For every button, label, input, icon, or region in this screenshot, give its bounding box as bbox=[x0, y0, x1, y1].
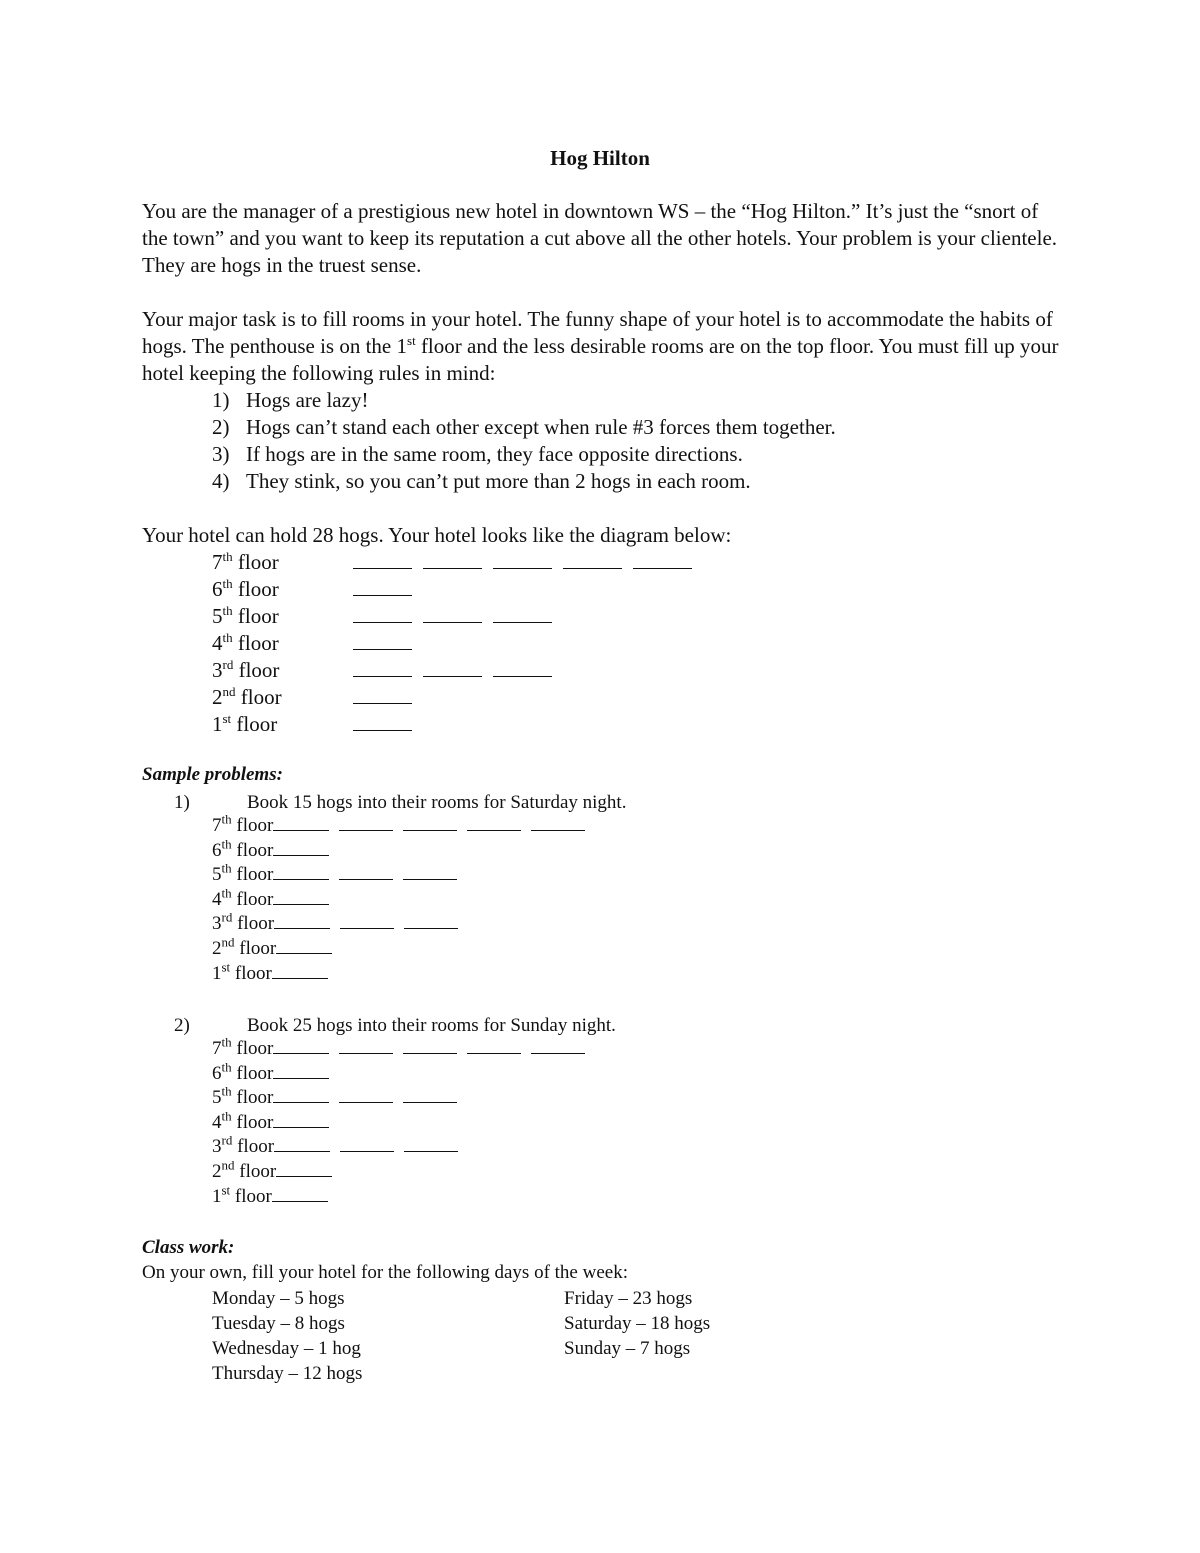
day-row bbox=[212, 1286, 710, 1311]
floor-row bbox=[212, 630, 703, 657]
floor-row bbox=[212, 711, 703, 738]
floor-label: 7th floor bbox=[212, 811, 274, 836]
class-work-text: On your own, fill your hotel for the following days of the week: bbox=[142, 1262, 628, 1283]
rule-item bbox=[212, 414, 836, 441]
floor-label: 5th floor bbox=[212, 603, 279, 628]
rule-number: 4) bbox=[212, 469, 230, 493]
room-blank[interactable] bbox=[353, 577, 412, 596]
day-item: Wednesday – 1 hog bbox=[212, 1338, 361, 1359]
rule-number: 1) bbox=[212, 388, 230, 412]
floor-label: 3rd floor bbox=[212, 1133, 275, 1158]
floor-label: 5th floor bbox=[212, 860, 274, 886]
room-blank[interactable] bbox=[273, 863, 329, 880]
capacity-text: Your hotel can hold 28 hogs. Your hotel looks like the diagram below: bbox=[142, 523, 732, 547]
room-slots bbox=[353, 604, 563, 623]
room-blank[interactable] bbox=[273, 888, 329, 905]
room-blank[interactable] bbox=[272, 962, 328, 979]
floor-row bbox=[212, 860, 595, 888]
floor-row bbox=[212, 1135, 595, 1160]
room-slots bbox=[353, 550, 703, 569]
day-row bbox=[212, 1361, 710, 1386]
room-blank[interactable] bbox=[493, 658, 552, 677]
room-blank[interactable] bbox=[274, 912, 330, 929]
room-slots bbox=[274, 1135, 468, 1152]
room-blank[interactable] bbox=[423, 604, 482, 623]
room-slots bbox=[273, 814, 595, 831]
room-blank[interactable] bbox=[403, 863, 457, 880]
rule-text: Hogs are lazy! bbox=[246, 388, 369, 412]
room-blank[interactable] bbox=[273, 1086, 329, 1103]
rule-item bbox=[212, 468, 836, 495]
room-slots bbox=[273, 1037, 595, 1054]
problem-text: Book 25 hogs into their rooms for Sunday night. bbox=[247, 1015, 616, 1036]
room-blank[interactable] bbox=[403, 814, 457, 831]
room-blank[interactable] bbox=[423, 658, 482, 677]
sample-problems-heading: Sample problems: bbox=[142, 764, 283, 785]
floor-row bbox=[212, 1157, 595, 1185]
task-paragraph bbox=[142, 306, 1062, 387]
room-blank[interactable] bbox=[404, 912, 458, 929]
task-text-part1: Your major task is to fill rooms in your hotel. The funny shape of your hotel is to accommodate the habits of hogs. The penthouse is on the 1 bbox=[142, 307, 1053, 358]
room-slots bbox=[276, 937, 342, 954]
room-slots bbox=[276, 1160, 342, 1177]
room-blank[interactable] bbox=[423, 550, 482, 569]
room-slots bbox=[353, 685, 423, 704]
floor-row bbox=[212, 912, 595, 937]
floor-label: 7th floor bbox=[212, 1034, 274, 1059]
day-row bbox=[212, 1311, 710, 1336]
problem-text: Book 15 hogs into their rooms for Saturday night. bbox=[247, 792, 627, 813]
task-text-part2: floor and the less desirable rooms are on the top floor. You must fill up your hotel keeping the following rules in mind: bbox=[142, 334, 1059, 385]
room-blank[interactable] bbox=[273, 1037, 329, 1054]
day-item: Monday – 5 hogs bbox=[212, 1288, 345, 1309]
rule-text: They stink, so you can’t put more than 2 hogs in each room. bbox=[246, 469, 751, 493]
room-blank[interactable] bbox=[403, 1086, 457, 1103]
room-blank[interactable] bbox=[353, 658, 412, 677]
room-blank[interactable] bbox=[339, 1086, 393, 1103]
floor-label: 3rd floor bbox=[212, 910, 275, 935]
room-blank[interactable] bbox=[276, 937, 332, 954]
room-blank[interactable] bbox=[404, 1135, 458, 1152]
problem-number: 1) bbox=[174, 792, 190, 813]
rule-item bbox=[212, 441, 836, 468]
room-blank[interactable] bbox=[531, 814, 585, 831]
floor-row bbox=[212, 959, 595, 987]
rule-text: If hogs are in the same room, they face opposite directions. bbox=[246, 442, 743, 466]
room-slots bbox=[273, 1111, 339, 1128]
room-blank[interactable] bbox=[274, 1135, 330, 1152]
floor-row bbox=[212, 576, 703, 603]
floor-row bbox=[212, 1083, 595, 1111]
room-blank[interactable] bbox=[353, 712, 412, 731]
room-blank[interactable] bbox=[467, 1037, 521, 1054]
room-blank[interactable] bbox=[563, 550, 622, 569]
day-item: Sunday – 7 hogs bbox=[564, 1338, 691, 1359]
day-item: Tuesday – 8 hogs bbox=[212, 1313, 345, 1334]
room-blank[interactable] bbox=[633, 550, 692, 569]
day-item: Thursday – 12 hogs bbox=[212, 1363, 363, 1384]
room-slots bbox=[273, 1062, 339, 1079]
room-slots bbox=[272, 1185, 338, 1202]
day-row bbox=[212, 1336, 710, 1361]
room-blank[interactable] bbox=[339, 863, 393, 880]
room-slots bbox=[273, 839, 339, 856]
rule-item bbox=[212, 387, 836, 414]
task-text bbox=[142, 306, 1062, 387]
room-blank[interactable] bbox=[276, 1160, 332, 1177]
room-blank[interactable] bbox=[272, 1185, 328, 1202]
room-slots bbox=[353, 577, 423, 596]
floor-row bbox=[212, 1059, 595, 1087]
room-blank[interactable] bbox=[467, 814, 521, 831]
room-slots bbox=[353, 631, 423, 650]
room-slots bbox=[273, 863, 467, 880]
floor-row bbox=[212, 811, 595, 839]
room-slots bbox=[353, 658, 563, 677]
rule-text: Hogs can’t stand each other except when rule #3 forces them together. bbox=[246, 415, 836, 439]
floor-label: 4th floor bbox=[212, 630, 279, 655]
floor-label: 7th floor bbox=[212, 549, 279, 574]
intro-text: You are the manager of a prestigious new hotel in downtown WS – the “Hog Hilton.” It’s just the “snort of the town” and you want to keep its reputation a cut above all the other hotels. Your problem is your clientele. They are hogs in the truest sense. bbox=[142, 199, 1058, 277]
problem-number: 2) bbox=[174, 1015, 190, 1036]
floor-row bbox=[212, 684, 703, 711]
day-item: Friday – 23 hogs bbox=[564, 1288, 693, 1309]
floor-label: 5th floor bbox=[212, 1083, 274, 1109]
intro-paragraph bbox=[142, 198, 1062, 279]
room-blank[interactable] bbox=[353, 604, 412, 623]
room-blank[interactable] bbox=[493, 550, 552, 569]
floor-label: 1st floor bbox=[212, 959, 272, 984]
room-blank[interactable] bbox=[273, 839, 329, 856]
floor-label: 4th floor bbox=[212, 885, 274, 910]
floor-row bbox=[212, 1034, 595, 1062]
days-list bbox=[212, 1286, 710, 1386]
floor-label: 6th floor bbox=[212, 836, 274, 861]
room-blank[interactable] bbox=[353, 550, 412, 569]
floor-row bbox=[212, 885, 595, 913]
floor-row bbox=[212, 657, 703, 684]
rule-number: 3) bbox=[212, 442, 230, 466]
problem-2-diagram bbox=[212, 1034, 595, 1209]
room-blank[interactable] bbox=[353, 685, 412, 704]
floor-label: 3rd floor bbox=[212, 657, 280, 682]
room-slots bbox=[353, 712, 423, 731]
capacity-paragraph bbox=[142, 522, 1062, 549]
floor-label: 2nd floor bbox=[212, 1157, 277, 1182]
floor-label: 2nd floor bbox=[212, 684, 282, 709]
floor-label: 4th floor bbox=[212, 1108, 274, 1133]
room-blank[interactable] bbox=[493, 604, 552, 623]
floor-row bbox=[212, 1182, 595, 1210]
room-blank[interactable] bbox=[339, 1037, 393, 1054]
room-blank[interactable] bbox=[273, 814, 329, 831]
rule-number: 2) bbox=[212, 415, 230, 439]
floor-label: 2nd floor bbox=[212, 934, 277, 959]
room-blank[interactable] bbox=[403, 1037, 457, 1054]
class-work-heading: Class work: bbox=[142, 1237, 235, 1258]
room-blank[interactable] bbox=[340, 912, 394, 929]
room-blank[interactable] bbox=[353, 631, 412, 650]
floor-row bbox=[212, 549, 703, 576]
floor-label: 1st floor bbox=[212, 1182, 272, 1207]
room-blank[interactable] bbox=[273, 1111, 329, 1128]
floor-row bbox=[212, 603, 703, 630]
room-blank[interactable] bbox=[340, 1135, 394, 1152]
room-slots bbox=[273, 1086, 467, 1103]
day-item: Saturday – 18 hogs bbox=[564, 1313, 711, 1334]
floor-label: 6th floor bbox=[212, 1059, 274, 1084]
room-blank[interactable] bbox=[273, 1062, 329, 1079]
room-slots bbox=[273, 888, 339, 905]
floor-row bbox=[212, 836, 595, 864]
floor-label: 1st floor bbox=[212, 711, 278, 736]
floor-row bbox=[212, 934, 595, 962]
problem-1-diagram bbox=[212, 811, 595, 986]
room-blank[interactable] bbox=[531, 1037, 585, 1054]
rules-list bbox=[212, 387, 836, 495]
floor-row bbox=[212, 1108, 595, 1136]
floor-label: 6th floor bbox=[212, 576, 279, 601]
room-slots bbox=[272, 962, 338, 979]
room-slots bbox=[274, 912, 468, 929]
hotel-diagram bbox=[212, 549, 703, 738]
room-blank[interactable] bbox=[339, 814, 393, 831]
page-title: Hog Hilton bbox=[550, 146, 650, 170]
task-sup: st bbox=[407, 333, 416, 348]
